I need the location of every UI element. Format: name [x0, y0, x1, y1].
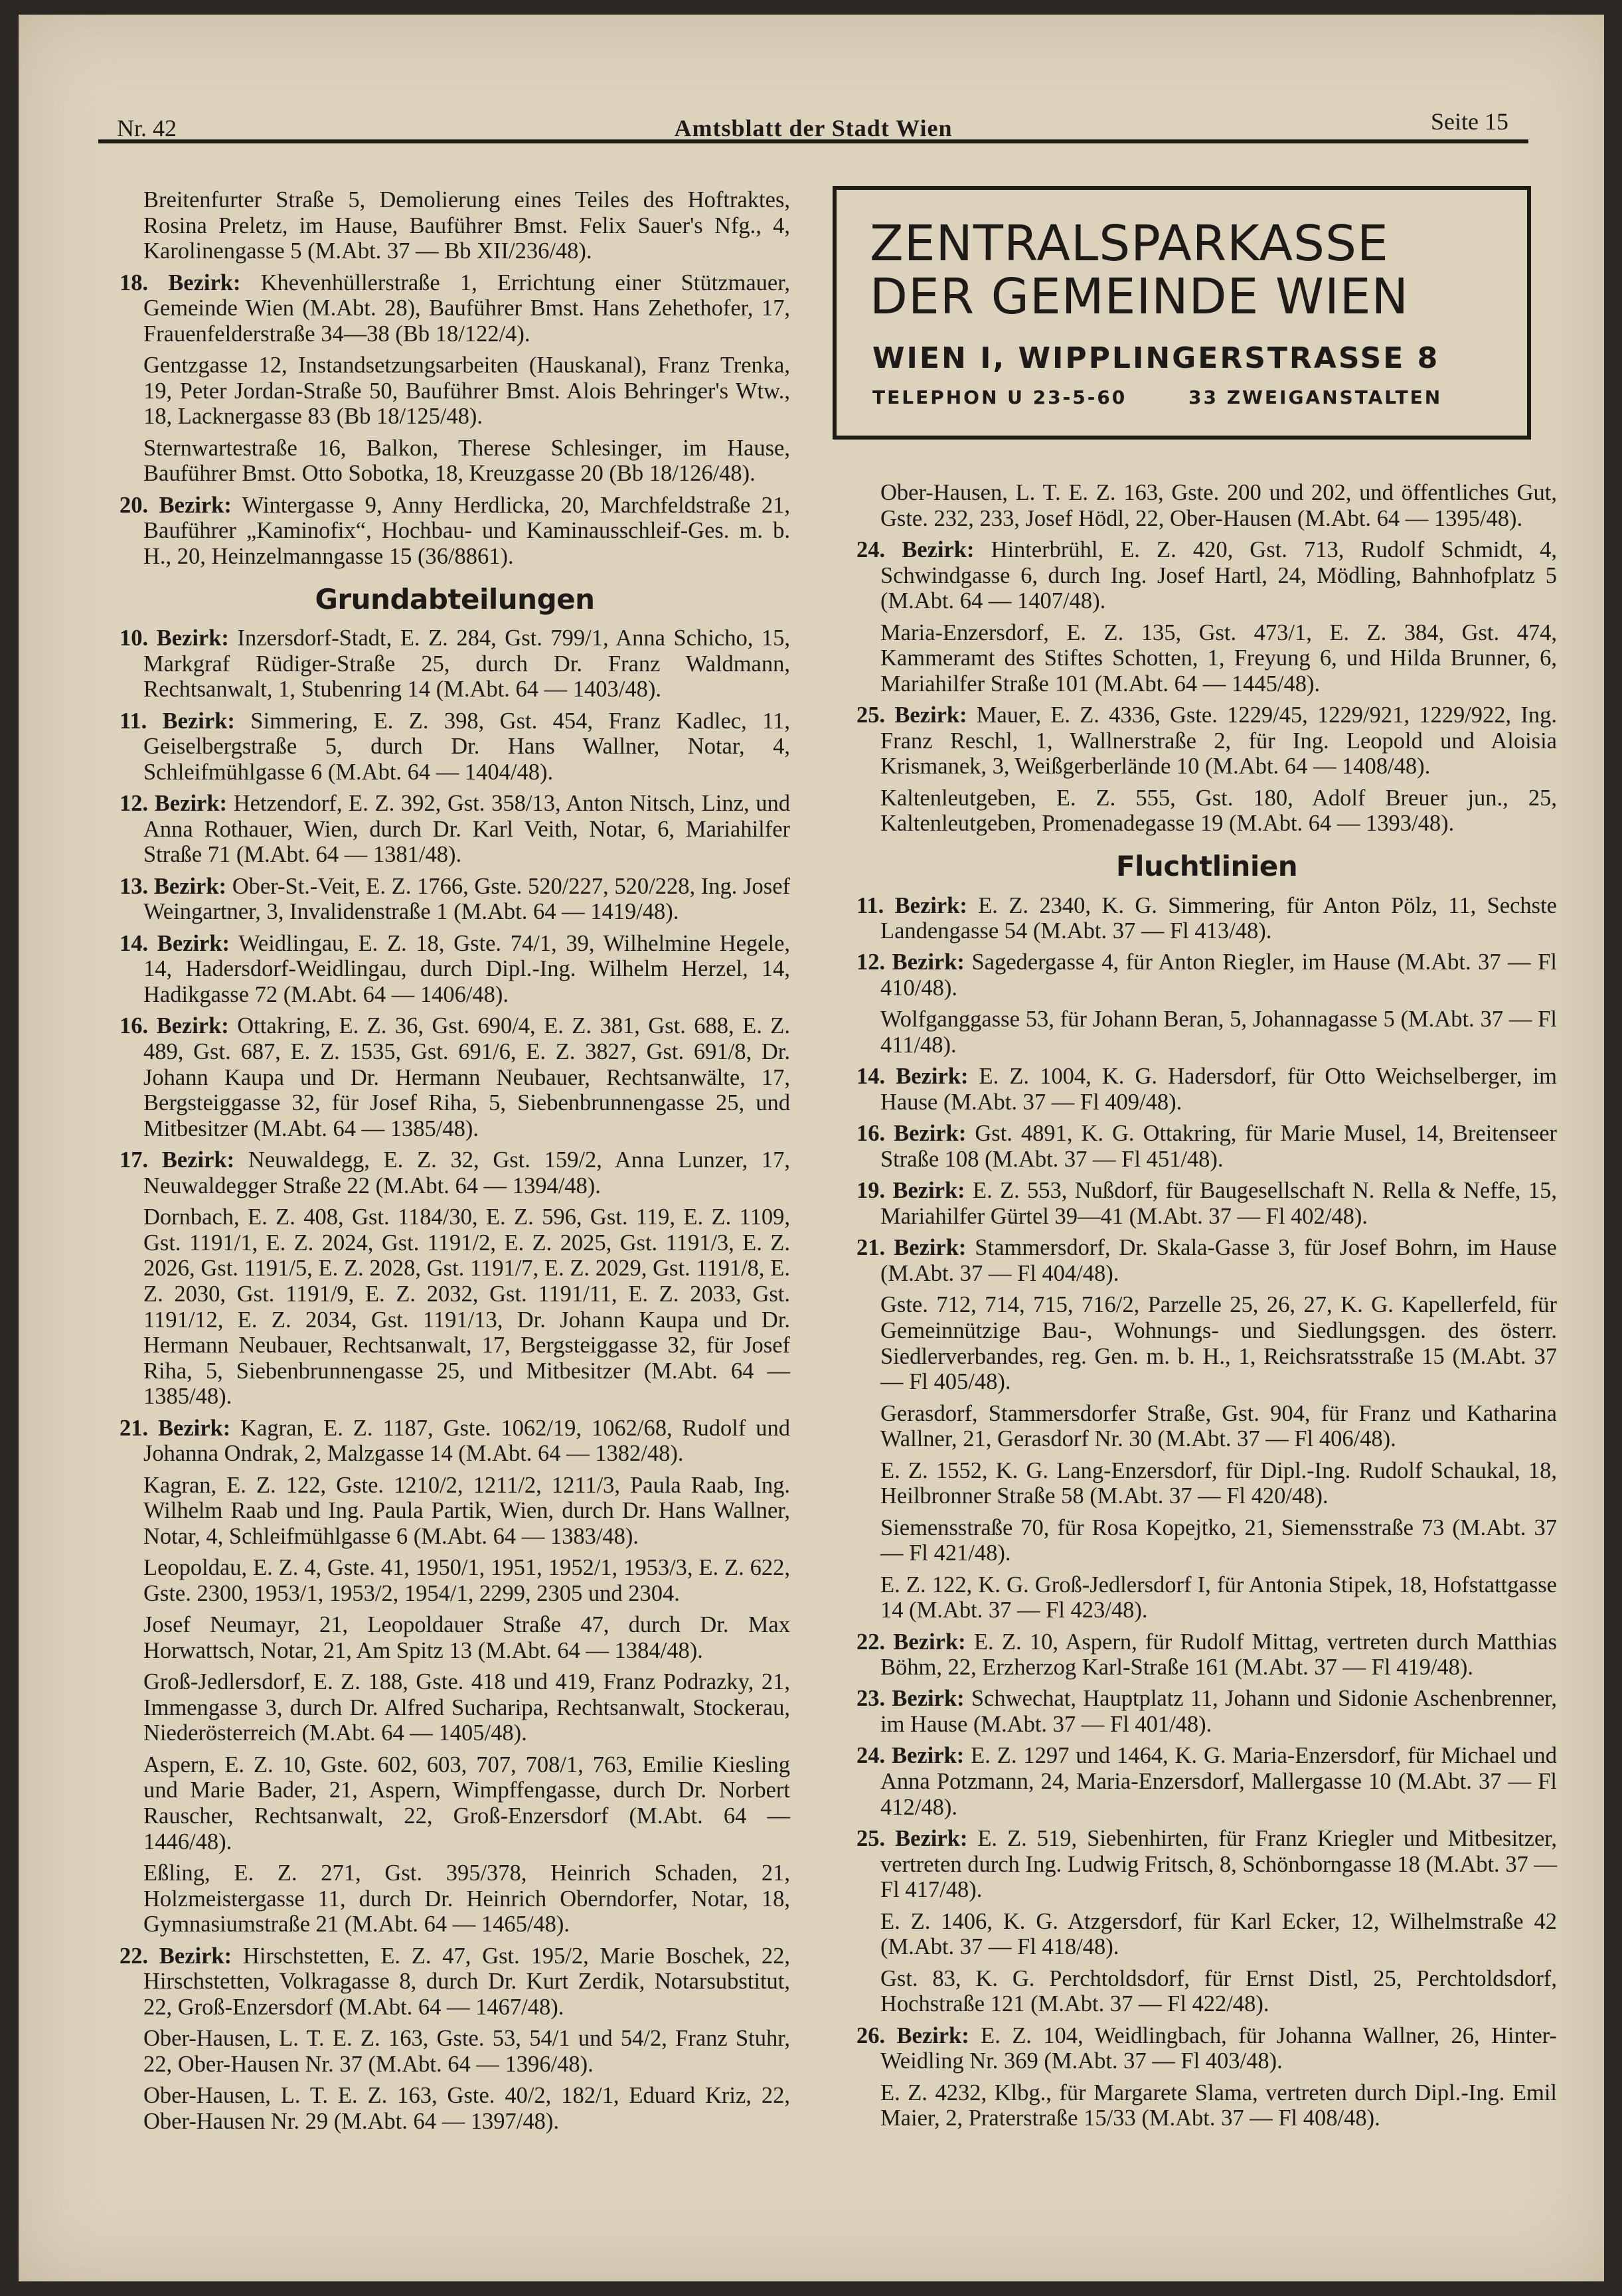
- paragraph: [856, 2023, 1557, 2074]
- paragraph: Kaltenleutgeben, E. Z. 555, Gst. 180, Adolf Breuer jun., 25, Kaltenleutgeben, Promenadegasse 19 (M.Abt. 64 — 1393/48).: [880, 785, 1557, 837]
- section-heading: Fluchtlinien: [1115, 849, 1298, 882]
- header-rule: [98, 139, 1528, 143]
- page-number: Seite 15: [1431, 108, 1508, 135]
- district-label: 19. Bezirk:: [856, 1178, 965, 1204]
- paragraph: Breitenfurter Straße 5, Demolierung eines Teiles des Hoftraktes, Rosina Preletz, im Hause, Bauführer Bmst. Felix Sauer's Nfg., 4, Karolinengasse 5 (M.Abt. 37 — Bb XII/236/48).: [143, 187, 790, 264]
- entry-text: Hetzendorf, E. Z. 392, Gst. 358/13, Anton Nitsch, Linz, und Anna Rothauer, Wien, durch Dr. Karl Veith, Notar, 6, Mariahilfer Straße 71 (M.Abt. 64 — 1381/48).: [143, 791, 790, 868]
- entry-text: Gst. 4891, K. G. Ottakring, für Marie Musel, 14, Breitenseer Straße 108 (M.Abt. 37 — Fl 451/48).: [880, 1121, 1557, 1173]
- district-label: 21. Bezirk:: [856, 1235, 967, 1261]
- paragraph: Wolfganggasse 53, für Johann Beran, 5, Johannagasse 5 (M.Abt. 37 — Fl 411/48).: [880, 1007, 1557, 1058]
- entry-text: E. Z. 553, Nußdorf, für Baugesellschaft N. Rella & Neffe, 15, Mariahilfer Gürtel 39—41 (M.Abt. 37 — Fl 402/48).: [880, 1178, 1557, 1230]
- paragraph: Sternwartestraße 16, Balkon, Therese Schlesinger, im Hause, Bauführer Bmst. Otto Sobotka, 18, Kreuzgasse 20 (Bb 18/126/48).: [143, 435, 790, 487]
- entry-text: Wintergasse 9, Anny Herdlicka, 20, Marchfeldstraße 21, Bauführer „Kaminofix“, Hochbau- und Kaminausschleif-Ges. m. b. H., 20, Heinzelmanngasse 15 (36/8861).: [143, 492, 790, 569]
- paragraph: Ober-Hausen, L. T. E. Z. 163, Gste. 40/2, 182/1, Eduard Kriz, 22, Ober-Hausen Nr. 29 (M.Abt. 64 — 1397/48).: [143, 2083, 790, 2134]
- entry-text: Hirschstetten, E. Z. 47, Gst. 195/2, Marie Boschek, 22, Hirschstetten, Volkragasse 8, durch Dr. Kurt Zerdik, Notarsubstitut, 22, Groß-Enzersdorf (M.Abt. 64 — 1467/48).: [143, 1943, 790, 2020]
- ad-line-2: DER GEMEINDE WIEN: [870, 268, 1409, 325]
- paragraph: [856, 1826, 1557, 1903]
- district-label: 16. Bezirk:: [120, 1013, 229, 1039]
- entry-text: Neuwaldegg, E. Z. 32, Gst. 159/2, Anna Lunzer, 17, Neuwaldegger Straße 22 (M.Abt. 64 — 1394/48).: [143, 1147, 790, 1198]
- entry-text: Weidlingau, E. Z. 18, Gste. 74/1, 39, Wilhelmine Hegele, 14, Hadersdorf-Weidlingau, durch Dipl.-Ing. Wilhelm Herzel, 14, Hadikgasse 72 (M.Abt. 64 — 1406/48).: [143, 930, 791, 1007]
- paragraph: [120, 1147, 790, 1198]
- paragraph: Gst. 83, K. G. Perchtoldsdorf, für Ernst Distl, 25, Perchtoldsdorf, Hochstraße 121 (M.Abt. 37 — Fl 422/48).: [880, 1965, 1557, 2017]
- paragraph: [856, 537, 1557, 614]
- paragraph: Gentzgasse 12, Instandsetzungsarbeiten (Hauskanal), Franz Trenka, 19, Peter Jordan-Straße 50, Bauführer Bmst. Alois Behringer's Wtw., 18, Lacknergasse 83 (Bb 18/125/48).: [143, 353, 790, 430]
- paragraph: Maria-Enzersdorf, E. Z. 135, Gst. 473/1, E. Z. 384, Gst. 474, Kammeramt des Stiftes Schotten, 1, Freyung 6, und Hilda Brunner, 6, Mariahilfer Straße 101 (M.Abt. 64 — 1445/48).: [880, 619, 1557, 697]
- district-label: 24. Bezirk:: [856, 536, 975, 562]
- district-label: 23. Bezirk:: [856, 1686, 965, 1712]
- issue-number: Nr. 42: [117, 115, 177, 141]
- district-label: 12. Bezirk:: [120, 791, 228, 817]
- entry-text: E. Z. 2340, K. G. Simmering, für Anton Pölz, 11, Sechste Landengasse 54 (M.Abt. 37 — Fl 413/48).: [880, 892, 1557, 944]
- publication-title: Amtsblatt der Stadt Wien: [674, 115, 953, 141]
- ad-address: WIEN I, WIPPLINGERSTRASSE 8: [872, 341, 1440, 375]
- paragraph: [856, 893, 1557, 944]
- entry-text: E. Z. 1297 und 1464, K. G. Maria-Enzersdorf, für Michael und Anna Potzmann, 24, Maria-Enzersdorf, Mallergasse 10 (M.Abt. 37 — Fl 412/48).: [880, 1743, 1557, 1820]
- entry-text: E. Z. 519, Siebenhirten, für Franz Kriegler und Mitbesitzer, vertreten durch Ing. Ludwig Fritsch, 8, Schönborngasse 18 (M.Abt. 37 — Fl 417/48).: [880, 1826, 1557, 1903]
- entry-text: Simmering, E. Z. 398, Gst. 454, Franz Kadlec, 11, Geiselbergstraße 5, durch Dr. Hans Wallner, Notar, 4, Schleifmühlgasse 6 (M.Abt. 64 — 1404/48).: [143, 708, 790, 785]
- district-label: 10. Bezirk:: [120, 625, 229, 651]
- ad-line-1: ZENTRALSPARKASSE: [870, 215, 1389, 272]
- entry-text: Stammersdorf, Dr. Skala-Gasse 3, für Josef Bohrn, im Hause (M.Abt. 37 — Fl 404/48).: [880, 1235, 1557, 1286]
- paragraph: [856, 1629, 1557, 1681]
- entry-text: Sagedergasse 4, für Anton Riegler, im Hause (M.Abt. 37 — Fl 410/48).: [880, 949, 1557, 1001]
- paragraph: Leopoldau, E. Z. 4, Gste. 41, 1950/1, 1951, 1952/1, 1953/3, E. Z. 622, Gste. 2300, 1953/1, 1953/2, 1954/1, 2299, 2305 und 2304.: [143, 1555, 790, 1606]
- entry-text: E. Z. 104, Weidlingbach, für Johanna Wallner, 26, Hinter-Weidling Nr. 369 (M.Abt. 37 — Fl 403/48).: [880, 2022, 1558, 2074]
- left-column: [120, 187, 790, 2140]
- right-column: [856, 480, 1557, 2137]
- paragraph: [856, 1686, 1557, 1737]
- entry-text: Kagran, E. Z. 1187, Gste. 1062/19, 1062/68, Rudolf und Johanna Ondrak, 2, Malzgasse 14 (M.Abt. 64 — 1382/48).: [143, 1415, 790, 1467]
- paragraph: [120, 1416, 790, 1467]
- entry-text: E. Z. 10, Aspern, für Rudolf Mittag, vertreten durch Matthias Böhm, 22, Erzherzog Karl-Straße 161 (M.Abt. 37 — Fl 419/48).: [880, 1629, 1557, 1681]
- paragraph: [120, 708, 790, 785]
- entry-text: Ober-St.-Veit, E. Z. 1766, Gste. 520/227, 520/228, Ing. Josef Weingartner, 3, Invalidenstraße 1 (M.Abt. 64 — 1419/48).: [143, 873, 790, 925]
- entry-text: E. Z. 1004, K. G. Hadersdorf, für Otto Weichselberger, im Hause (M.Abt. 37 — Fl 409/48).: [880, 1064, 1557, 1115]
- paragraph: Eßling, E. Z. 271, Gst. 395/378, Heinrich Schaden, 21, Holzmeistergasse 11, durch Dr. Heinrich Oberndorfer, Notar, 18, Gymnasiumstraße 21 (M.Abt. 64 — 1465/48).: [143, 1860, 790, 1937]
- paragraph: [856, 1178, 1557, 1229]
- paragraph: E. Z. 4232, Klbg., für Margarete Slama, vertreten durch Dipl.-Ing. Emil Maier, 2, Praterstraße 15/33 (M.Abt. 37 — Fl 408/48).: [880, 2080, 1557, 2131]
- district-label: 20. Bezirk:: [120, 492, 232, 518]
- district-label: 14. Bezirk:: [856, 1064, 969, 1090]
- paragraph: [120, 931, 790, 1008]
- page-header: [98, 100, 1528, 142]
- district-label: 17. Bezirk:: [120, 1147, 235, 1173]
- paragraph: E. Z. 1552, K. G. Lang-Enzersdorf, für Dipl.-Ing. Rudolf Schaukal, 18, Heilbronner Straße 58 (M.Abt. 37 — Fl 420/48).: [880, 1457, 1557, 1509]
- district-label: 16. Bezirk:: [856, 1121, 967, 1147]
- district-label: 25. Bezirk:: [856, 702, 967, 728]
- paragraph: Groß-Jedlersdorf, E. Z. 188, Gste. 418 und 419, Franz Podrazky, 21, Immengasse 3, durch Dr. Alfred Sucharipa, Rechtsanwalt, Stockerau, Niederösterreich (M.Abt. 64 — 1405/48).: [143, 1669, 790, 1746]
- paragraph: [856, 1121, 1557, 1172]
- paragraph: [856, 1064, 1557, 1115]
- district-label: 11. Bezirk:: [120, 708, 235, 734]
- paragraph: [856, 702, 1557, 779]
- district-label: 11. Bezirk:: [856, 892, 967, 918]
- entry-text: Mauer, E. Z. 4336, Gste. 1229/45, 1229/921, 1229/922, Ing. Franz Reschl, 1, Wallnerstraße 2, für Ing. Leopold und Aloisia Krismanek, 3, Weißgerberlände 10 (M.Abt. 64 — 1408/48).: [880, 702, 1557, 779]
- paragraph: [856, 1743, 1557, 1820]
- district-label: 22. Bezirk:: [856, 1629, 966, 1655]
- paragraph: Ober-Hausen, L. T. E. Z. 163, Gste. 200 und 202, und öffentliches Gut, Gste. 232, 233, Josef Hödl, 22, Ober-Hausen (M.Abt. 64 — 1395/48).: [880, 480, 1557, 531]
- paragraph: [856, 1235, 1557, 1286]
- entry-text: Inzersdorf-Stadt, E. Z. 284, Gst. 799/1, Anna Schicho, 15, Markgraf Rüdiger-Straße 25, durch Dr. Franz Waldmann, Rechtsanwalt, 1, Stubenring 14 (M.Abt. 64 — 1403/48).: [143, 625, 791, 702]
- district-label: 18. Bezirk:: [120, 270, 241, 295]
- paragraph: [120, 791, 790, 868]
- paragraph: Gste. 712, 714, 715, 716/2, Parzelle 25, 26, 27, K. G. Kapellerfeld, für Gemeinnützige Bau-, Wohnungs- und Siedlungsgen. des österr. Siedlerverbandes, reg. Gen. m. b. H., 1, Reichsratsstraße 15 (M.Abt. 37 — Fl 405/48).: [880, 1292, 1557, 1395]
- paragraph: [120, 1943, 790, 2020]
- paragraph: Siemensstraße 70, für Rosa Kopejtko, 21, Siemensstraße 73 (M.Abt. 37 — Fl 421/48).: [880, 1515, 1557, 1566]
- paragraph: Josef Neumayr, 21, Leopoldauer Straße 47, durch Dr. Max Horwattsch, Notar, 21, Am Spitz 13 (M.Abt. 64 — 1384/48).: [143, 1612, 790, 1663]
- section-heading: Grundabteilungen: [315, 582, 595, 615]
- district-label: 26. Bezirk:: [856, 2022, 969, 2048]
- paragraph: Gerasdorf, Stammersdorfer Straße, Gst. 904, für Franz und Katharina Wallner, 21, Gerasdorf Nr. 30 (M.Abt. 37 — Fl 406/48).: [880, 1400, 1557, 1452]
- paragraph: E. Z. 122, K. G. Groß-Jedlersdorf I, für Antonia Stipek, 18, Hofstattgasse 14 (M.Abt. 37 — Fl 423/48).: [880, 1572, 1557, 1623]
- district-label: 21. Bezirk:: [120, 1415, 231, 1441]
- entry-text: Khevenhüllerstraße 1, Errichtung einer Stützmauer, Gemeinde Wien (M.Abt. 28), Bauführer Bmst. Hans Zehethofer, 17, Frauenfelderstraße 34—38 (Bb 18/122/4).: [143, 270, 790, 347]
- paragraph: Ober-Hausen, L. T. E. Z. 163, Gste. 53, 54/1 und 54/2, Franz Stuhr, 22, Ober-Hausen Nr. 37 (M.Abt. 64 — 1396/48).: [143, 2026, 790, 2077]
- ad-branches: 33 ZWEIGANSTALTEN: [1188, 386, 1443, 408]
- district-label: 14. Bezirk:: [120, 930, 230, 956]
- paragraph: Kagran, E. Z. 122, Gste. 1210/2, 1211/2, 1211/3, Paula Raab, Ing. Wilhelm Raab und Ing. Paula Partik, Wien, durch Dr. Hans Wallner, Notar, 4, Schleifmühlgasse 6 (M.Abt. 64 — 1383/48).: [143, 1472, 790, 1549]
- paragraph: [120, 874, 790, 925]
- district-label: 22. Bezirk:: [120, 1943, 232, 1969]
- paragraph: Aspern, E. Z. 10, Gste. 602, 603, 707, 708/1, 763, Emilie Kiesling und Marie Bader, 21, Aspern, Wimpffengasse, durch Dr. Norbert Rauscher, Rechtsanwalt, 22, Groß-Enzersdorf (M.Abt. 64 — 1446/48).: [143, 1752, 790, 1854]
- paragraph: [120, 625, 790, 702]
- paragraph: Dornbach, E. Z. 408, Gst. 1184/30, E. Z. 596, Gst. 119, E. Z. 1109, Gst. 1191/1, E. Z. 2024, Gst. 1191/2, E. Z. 2025, Gst. 1191/3, E. Z. 2026, Gst. 1191/5, E. Z. 2028, Gst. 1191/7, E. Z. 2029, Gst. 1191/8, E. Z. 2030, Gst. 1191/9, E. Z. 2032, Gst. 1191/11, E. Z. 2033, Gst. 1191/12, E. Z. 2034, Gst. 1191/13, Dr. Johann Kaupa und Dr. Hermann Neubauer, Rechtsanwalt, 17, Bergsteiggasse 32, für Josef Riha, 5, Siebenbrunnengasse 25, und Mitbesitzer (M.Abt. 64 — 1385/48).: [143, 1204, 790, 1410]
- entry-text: Hinterbrühl, E. Z. 420, Gst. 713, Rudolf Schmidt, 4, Schwindgasse 6, durch Ing. Josef Hartl, 24, Mödling, Bahnhofplatz 5 (M.Abt. 64 — 1407/48).: [880, 536, 1557, 614]
- paragraph: [120, 1013, 790, 1141]
- paragraph: [120, 493, 790, 570]
- ad-phone: TELEPHON U 23-5-60: [872, 386, 1127, 408]
- entry-text: Schwechat, Hauptplatz 11, Johann und Sidonie Aschenbrenner, im Hause (M.Abt. 37 — Fl 401/48).: [880, 1686, 1557, 1738]
- district-label: 13. Bezirk:: [120, 873, 227, 899]
- paragraph: [120, 270, 790, 347]
- paragraph: E. Z. 1406, K. G. Atzgersdorf, für Karl Ecker, 12, Wilhelmstraße 42 (M.Abt. 37 — Fl 418/48).: [880, 1908, 1557, 1960]
- entry-text: Ottakring, E. Z. 36, Gst. 690/4, E. Z. 381, Gst. 688, E. Z. 489, Gst. 687, E. Z. 1535, Gst. 691/6, E. Z. 3827, Gst. 691/8, Dr. Johann Kaupa und Dr. Hermann Neubauer, Rechtsanwälte, 17, Bergsteiggasse 32, für Josef Riha, 5, Siebenbrunnengasse 25, und Mitbesitzer (M.Abt. 64 — 1385/48).: [143, 1013, 790, 1141]
- district-label: 24. Bezirk:: [856, 1743, 965, 1769]
- district-label: 12. Bezirk:: [856, 949, 965, 975]
- district-label: 25. Bezirk:: [856, 1826, 968, 1852]
- advertisement-box: [833, 186, 1531, 440]
- paragraph: [856, 949, 1557, 1001]
